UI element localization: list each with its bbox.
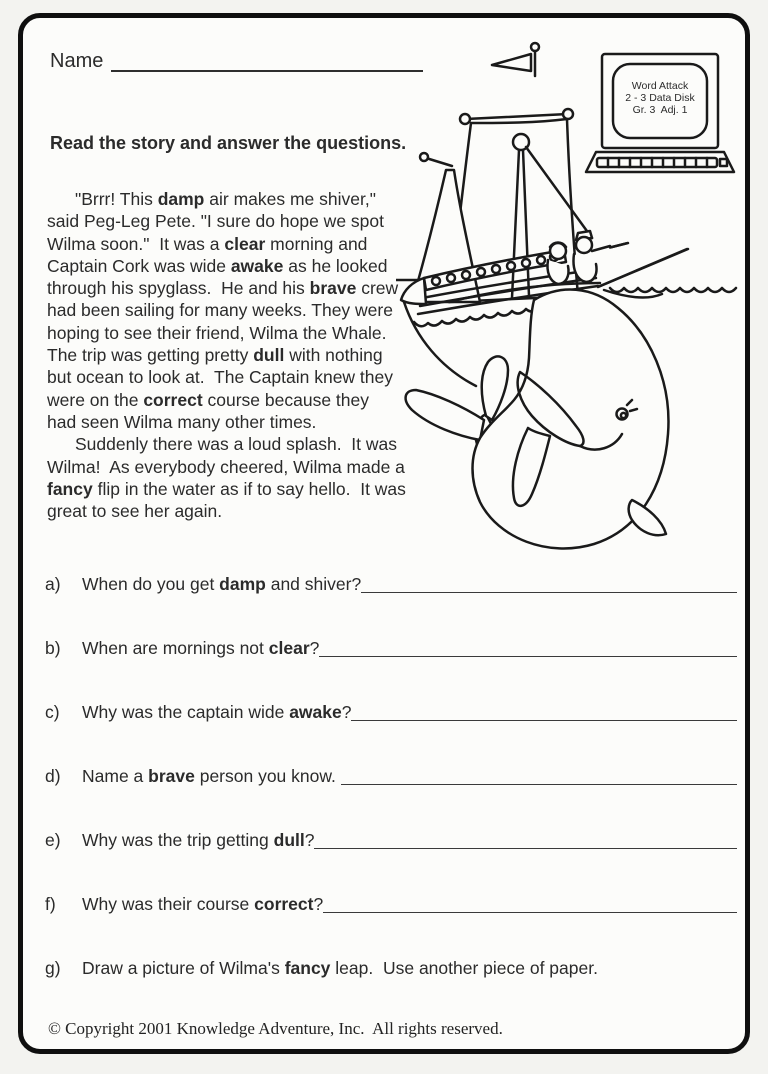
text-run: said Peg-Leg Pete. "I sure do hope we spot — [47, 211, 384, 232]
text-run: morning and — [265, 233, 368, 254]
text-run: "Brrr! This — [75, 189, 158, 209]
text-run: Why was the captain wide — [82, 702, 290, 722]
vocab-word: fancy — [284, 958, 331, 978]
text-run: Why was their course — [82, 894, 255, 914]
answer-line[interactable] — [319, 638, 737, 657]
text-run: were on the — [47, 389, 144, 410]
computer-icon — [586, 54, 734, 172]
question-letter: a) — [45, 574, 61, 594]
text-run: person you know. — [194, 766, 341, 786]
question-text — [82, 830, 314, 851]
question-row — [45, 893, 737, 915]
whale-illustration — [406, 290, 669, 549]
story-line — [47, 188, 447, 210]
text-run: and shiver? — [265, 574, 362, 594]
question-text — [82, 766, 341, 787]
story-line — [47, 433, 447, 455]
text-run: When are mornings not — [82, 638, 269, 658]
text-run: Why was the trip getting — [82, 830, 274, 850]
ocean-waves — [610, 288, 736, 292]
vocab-word: damp — [219, 574, 266, 594]
text-run: great to see her again. — [47, 501, 223, 522]
badge-line-3: Gr. 3 Adj. 1 — [632, 104, 688, 116]
story-line — [47, 478, 447, 500]
badge-line-1: Word Attack — [631, 80, 689, 92]
text-run: but ocean to look at. The Captain knew they — [47, 367, 394, 388]
vocab-word: correct — [143, 389, 203, 410]
question-letter: c) — [45, 702, 60, 722]
question-row — [45, 573, 737, 595]
text-run: Draw a picture of Wilma's — [82, 958, 285, 978]
answer-line[interactable] — [361, 574, 737, 593]
question-letter: g) — [45, 958, 61, 978]
story-line — [47, 322, 447, 344]
answer-line[interactable] — [341, 766, 737, 785]
text-run: ? — [309, 638, 320, 658]
text-run: had been sailing for many weeks. They were — [47, 300, 393, 321]
text-run: through his spyglass. He and his — [47, 278, 310, 299]
pennant-flag-icon — [492, 54, 531, 71]
text-run: ? — [341, 702, 352, 722]
question-letter: b) — [45, 638, 61, 658]
answer-line[interactable] — [323, 894, 737, 913]
name-field — [50, 50, 423, 72]
text-run: Captain Cork was wide — [47, 255, 231, 276]
text-run: When do you get — [82, 574, 220, 594]
question-row — [45, 637, 737, 659]
vocab-word: dull — [253, 345, 285, 366]
vocab-word: brave — [309, 278, 357, 299]
question-row — [45, 829, 737, 851]
question-row — [45, 701, 737, 723]
story-line — [47, 299, 447, 321]
story-line — [47, 389, 447, 411]
question-text — [82, 894, 323, 915]
story-line — [47, 456, 447, 478]
text-run: air makes me shiver," — [204, 189, 376, 209]
worksheet-illustration — [396, 38, 748, 566]
text-run: Name a — [82, 766, 149, 786]
copyright-text: © Copyright 2001 Knowledge Adventure, Inc. All rights reserved. — [48, 1019, 503, 1038]
question-text — [82, 638, 319, 659]
text-run: as he looked — [283, 255, 388, 276]
question-text — [82, 574, 361, 595]
vocab-word: dull — [273, 830, 305, 850]
story-line — [47, 366, 447, 388]
text-run: hoping to see their friend, Wilma the Whale. — [47, 322, 387, 343]
question-letter: e) — [45, 830, 61, 850]
vocab-word: clear — [224, 233, 266, 254]
vocab-word: brave — [148, 766, 195, 786]
text-run: crew — [356, 278, 399, 299]
text-run: with nothing — [284, 345, 383, 366]
question-text — [82, 958, 598, 979]
story — [47, 188, 447, 522]
instruction-heading: Read the story and answer the questions. — [50, 133, 407, 153]
whale-tail-fluke — [406, 390, 484, 440]
story-line — [47, 411, 447, 433]
questions-list — [45, 573, 737, 1021]
story-line — [47, 233, 447, 255]
name-label: Name — [50, 50, 104, 72]
text-run: The trip was getting pretty — [47, 345, 254, 366]
text-run: had seen Wilma many other times. — [47, 411, 317, 432]
answer-line[interactable] — [351, 702, 737, 721]
vocab-word: clear — [268, 638, 310, 658]
vocab-word: awake — [289, 702, 342, 722]
badge-line-2: 2 - 3 Data Disk — [625, 92, 695, 104]
question-letter: d) — [45, 766, 61, 786]
vocab-word: correct — [254, 894, 314, 914]
text-run: Suddenly there was a loud splash. It was — [75, 434, 397, 455]
vocab-word: awake — [230, 255, 284, 276]
name-write-line[interactable] — [111, 50, 423, 72]
story-line — [47, 210, 447, 232]
question-letter: f) — [45, 894, 56, 914]
question-row — [45, 765, 737, 787]
text-run: ? — [313, 894, 324, 914]
text-run: Wilma soon." It was a — [47, 233, 225, 254]
story-line — [47, 500, 447, 522]
story-line — [47, 344, 447, 366]
vocab-word: damp — [157, 189, 205, 209]
vocab-word: fancy — [47, 478, 93, 499]
answer-line[interactable] — [314, 830, 737, 849]
story-line — [47, 255, 447, 277]
story-line — [47, 277, 447, 299]
text-run: flip in the water as if to say hello. It was — [92, 478, 406, 499]
text-run: leap. Use another piece of paper. — [330, 958, 598, 978]
text-run: Wilma! As everybody cheered, Wilma made a — [47, 456, 405, 477]
question-text — [82, 702, 351, 723]
whale-flipper — [629, 500, 666, 535]
question-row — [45, 957, 737, 979]
text-run: course because they — [202, 389, 370, 410]
text-run: ? — [304, 830, 315, 850]
